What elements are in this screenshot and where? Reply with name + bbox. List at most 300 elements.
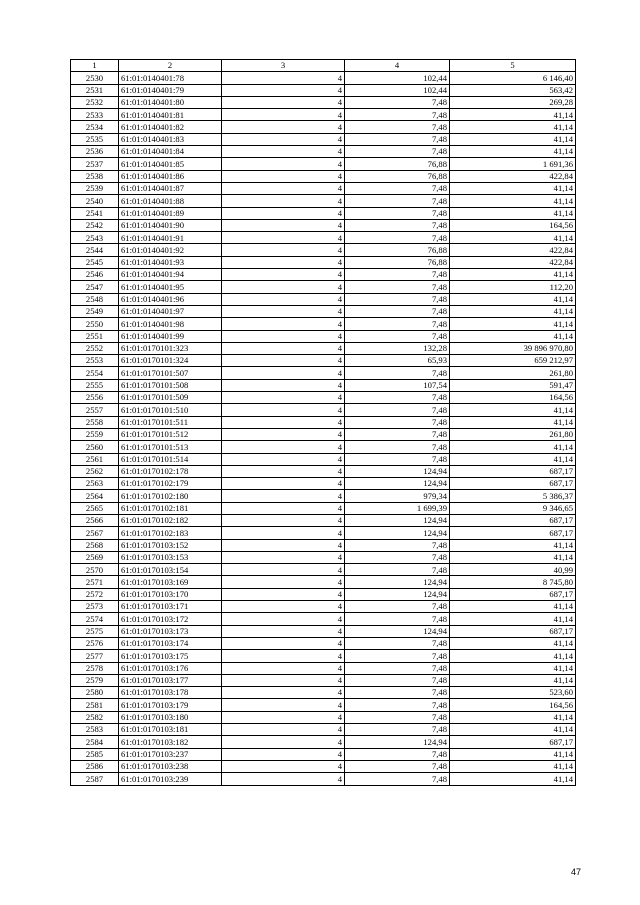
area-cell: 107,54: [345, 379, 450, 391]
category-cell: 4: [222, 293, 345, 305]
row-number-cell: 2582: [71, 711, 119, 723]
table-row: [71, 256, 576, 268]
area-cell: 7,48: [345, 564, 450, 576]
area-cell: 7,48: [345, 601, 450, 613]
row-number-cell: 2586: [71, 760, 119, 772]
area-cell: 7,48: [345, 182, 450, 194]
category-cell: 4: [222, 441, 345, 453]
area-cell: 7,48: [345, 687, 450, 699]
value-cell: 41,14: [450, 539, 576, 551]
value-cell: 41,14: [450, 269, 576, 281]
category-cell: 4: [222, 404, 345, 416]
row-number-cell: 2578: [71, 662, 119, 674]
area-cell: 102,44: [345, 84, 450, 96]
area-cell: 7,48: [345, 207, 450, 219]
row-number-cell: 2554: [71, 367, 119, 379]
row-number-cell: 2569: [71, 551, 119, 563]
row-number-cell: 2563: [71, 478, 119, 490]
row-number-cell: 2536: [71, 146, 119, 158]
row-number-cell: 2575: [71, 625, 119, 637]
area-cell: 124,94: [345, 514, 450, 526]
cadastral-number-cell: 61:01:0140401:95: [119, 281, 222, 293]
value-cell: 41,14: [450, 416, 576, 428]
cadastral-number-cell: 61:01:0170103:169: [119, 576, 222, 588]
category-cell: 4: [222, 195, 345, 207]
area-cell: 7,48: [345, 453, 450, 465]
value-cell: 41,14: [450, 650, 576, 662]
column-header-2: 2: [119, 60, 222, 72]
row-number-cell: 2556: [71, 392, 119, 404]
row-number-cell: 2533: [71, 109, 119, 121]
cadastral-number-cell: 61:01:0140401:91: [119, 232, 222, 244]
area-cell: 7,48: [345, 613, 450, 625]
table-row: [71, 195, 576, 207]
category-cell: 4: [222, 170, 345, 182]
row-number-cell: 2544: [71, 244, 119, 256]
area-cell: 7,48: [345, 146, 450, 158]
column-header-3: 3: [222, 60, 345, 72]
area-cell: 7,48: [345, 748, 450, 760]
category-cell: 4: [222, 379, 345, 391]
value-cell: 659 212,97: [450, 355, 576, 367]
table-row: [71, 281, 576, 293]
table-row: [71, 478, 576, 490]
value-cell: 687,17: [450, 625, 576, 637]
row-number-cell: 2572: [71, 588, 119, 600]
area-cell: 7,48: [345, 724, 450, 736]
value-cell: 41,14: [450, 404, 576, 416]
row-number-cell: 2538: [71, 170, 119, 182]
row-number-cell: 2560: [71, 441, 119, 453]
row-number-cell: 2583: [71, 724, 119, 736]
table-row: [71, 207, 576, 219]
cadastral-number-cell: 61:01:0170101:513: [119, 441, 222, 453]
area-cell: 7,48: [345, 121, 450, 133]
row-number-cell: 2530: [71, 72, 119, 84]
area-cell: 124,94: [345, 465, 450, 477]
data-table: [70, 59, 576, 786]
area-cell: 124,94: [345, 527, 450, 539]
cadastral-number-cell: 61:01:0170103:181: [119, 724, 222, 736]
table-row: [71, 441, 576, 453]
row-number-cell: 2566: [71, 514, 119, 526]
table-row: [71, 96, 576, 108]
category-cell: 4: [222, 428, 345, 440]
category-cell: 4: [222, 601, 345, 613]
value-cell: 41,14: [450, 453, 576, 465]
area-cell: 7,48: [345, 650, 450, 662]
table-row: [71, 699, 576, 711]
area-cell: 7,48: [345, 699, 450, 711]
value-cell: 41,14: [450, 613, 576, 625]
table-row: [71, 158, 576, 170]
category-cell: 4: [222, 465, 345, 477]
category-cell: 4: [222, 773, 345, 785]
category-cell: 4: [222, 269, 345, 281]
area-cell: 7,48: [345, 392, 450, 404]
category-cell: 4: [222, 625, 345, 637]
cadastral-number-cell: 61:01:0170102:183: [119, 527, 222, 539]
table-row: [71, 502, 576, 514]
table-row: [71, 109, 576, 121]
table-row: [71, 293, 576, 305]
row-number-cell: 2571: [71, 576, 119, 588]
value-cell: 422,84: [450, 170, 576, 182]
cadastral-number-cell: 61:01:0140401:99: [119, 330, 222, 342]
page-number: 47: [570, 867, 581, 877]
area-cell: 7,48: [345, 551, 450, 563]
table-row: [71, 637, 576, 649]
category-cell: 4: [222, 158, 345, 170]
cadastral-number-cell: 61:01:0170103:154: [119, 564, 222, 576]
row-number-cell: 2559: [71, 428, 119, 440]
value-cell: 40,99: [450, 564, 576, 576]
area-cell: 7,48: [345, 293, 450, 305]
value-cell: 422,84: [450, 244, 576, 256]
row-number-cell: 2543: [71, 232, 119, 244]
table-row: [71, 650, 576, 662]
table-row: [71, 490, 576, 502]
cadastral-number-cell: 61:01:0170101:324: [119, 355, 222, 367]
cadastral-number-cell: 61:01:0170101:508: [119, 379, 222, 391]
table-row: [71, 724, 576, 736]
value-cell: 41,14: [450, 601, 576, 613]
category-cell: 4: [222, 502, 345, 514]
area-cell: 7,48: [345, 711, 450, 723]
cadastral-number-cell: 61:01:0170101:514: [119, 453, 222, 465]
cadastral-number-cell: 61:01:0170103:153: [119, 551, 222, 563]
area-cell: 76,88: [345, 170, 450, 182]
table-row: [71, 674, 576, 686]
row-number-cell: 2545: [71, 256, 119, 268]
value-cell: 687,17: [450, 588, 576, 600]
table-row: [71, 428, 576, 440]
value-cell: 687,17: [450, 514, 576, 526]
table-row: [71, 760, 576, 772]
value-cell: 9 346,65: [450, 502, 576, 514]
area-cell: 7,48: [345, 219, 450, 231]
table-row: [71, 539, 576, 551]
value-cell: 41,14: [450, 232, 576, 244]
cadastral-number-cell: 61:01:0170103:239: [119, 773, 222, 785]
value-cell: 41,14: [450, 182, 576, 194]
value-cell: 41,14: [450, 133, 576, 145]
cadastral-number-cell: 61:01:0140401:97: [119, 305, 222, 317]
area-cell: 102,44: [345, 72, 450, 84]
value-cell: 164,56: [450, 392, 576, 404]
area-cell: 124,94: [345, 576, 450, 588]
value-cell: 41,14: [450, 760, 576, 772]
row-number-cell: 2550: [71, 318, 119, 330]
area-cell: 124,94: [345, 736, 450, 748]
category-cell: 4: [222, 330, 345, 342]
value-cell: 563,42: [450, 84, 576, 96]
column-header-5: 5: [450, 60, 576, 72]
area-cell: 7,48: [345, 539, 450, 551]
table-header-row: [71, 60, 576, 72]
value-cell: 41,14: [450, 305, 576, 317]
category-cell: 4: [222, 219, 345, 231]
table-row: [71, 613, 576, 625]
area-cell: 7,48: [345, 760, 450, 772]
category-cell: 4: [222, 72, 345, 84]
row-number-cell: 2573: [71, 601, 119, 613]
area-cell: 7,48: [345, 773, 450, 785]
category-cell: 4: [222, 416, 345, 428]
area-cell: 7,48: [345, 96, 450, 108]
category-cell: 4: [222, 662, 345, 674]
value-cell: 687,17: [450, 527, 576, 539]
cadastral-number-cell: 61:01:0170101:509: [119, 392, 222, 404]
category-cell: 4: [222, 527, 345, 539]
category-cell: 4: [222, 613, 345, 625]
row-number-cell: 2541: [71, 207, 119, 219]
cadastral-number-cell: 61:01:0170102:180: [119, 490, 222, 502]
cadastral-number-cell: 61:01:0170103:152: [119, 539, 222, 551]
category-cell: 4: [222, 576, 345, 588]
value-cell: 5 386,37: [450, 490, 576, 502]
cadastral-number-cell: 61:01:0170103:182: [119, 736, 222, 748]
value-cell: 422,84: [450, 256, 576, 268]
cadastral-number-cell: 61:01:0170102:179: [119, 478, 222, 490]
area-cell: 7,48: [345, 662, 450, 674]
table-row: [71, 748, 576, 760]
table-row: [71, 625, 576, 637]
table-row: [71, 232, 576, 244]
category-cell: 4: [222, 453, 345, 465]
cadastral-number-cell: 61:01:0170101:510: [119, 404, 222, 416]
cadastral-number-cell: 61:01:0140401:94: [119, 269, 222, 281]
cadastral-number-cell: 61:01:0140401:80: [119, 96, 222, 108]
category-cell: 4: [222, 539, 345, 551]
cadastral-number-cell: 61:01:0170101:512: [119, 428, 222, 440]
cadastral-number-cell: 61:01:0170103:180: [119, 711, 222, 723]
value-cell: 41,14: [450, 748, 576, 760]
value-cell: 41,14: [450, 551, 576, 563]
table-row: [71, 305, 576, 317]
cadastral-number-cell: 61:01:0140401:83: [119, 133, 222, 145]
area-cell: 76,88: [345, 256, 450, 268]
cadastral-number-cell: 61:01:0140401:89: [119, 207, 222, 219]
value-cell: 41,14: [450, 207, 576, 219]
category-cell: 4: [222, 207, 345, 219]
value-cell: 41,14: [450, 293, 576, 305]
table-row: [71, 453, 576, 465]
cadastral-number-cell: 61:01:0140401:87: [119, 182, 222, 194]
area-cell: 7,48: [345, 441, 450, 453]
value-cell: 269,28: [450, 96, 576, 108]
cadastral-number-cell: 61:01:0170102:182: [119, 514, 222, 526]
row-number-cell: 2585: [71, 748, 119, 760]
category-cell: 4: [222, 650, 345, 662]
value-cell: 41,14: [450, 121, 576, 133]
cadastral-number-cell: 61:01:0140401:90: [119, 219, 222, 231]
cadastral-number-cell: 61:01:0140401:96: [119, 293, 222, 305]
table-row: [71, 72, 576, 84]
category-cell: 4: [222, 564, 345, 576]
cadastral-number-cell: 61:01:0170103:179: [119, 699, 222, 711]
row-number-cell: 2535: [71, 133, 119, 145]
category-cell: 4: [222, 305, 345, 317]
table-row: [71, 711, 576, 723]
area-cell: 124,94: [345, 478, 450, 490]
area-cell: 7,48: [345, 109, 450, 121]
value-cell: 41,14: [450, 318, 576, 330]
table-row: [71, 244, 576, 256]
area-cell: 7,48: [345, 232, 450, 244]
table-row: [71, 170, 576, 182]
area-cell: 7,48: [345, 195, 450, 207]
row-number-cell: 2558: [71, 416, 119, 428]
table-row: [71, 576, 576, 588]
value-cell: 41,14: [450, 662, 576, 674]
cadastral-number-cell: 61:01:0170101:507: [119, 367, 222, 379]
category-cell: 4: [222, 146, 345, 158]
value-cell: 39 896 970,80: [450, 342, 576, 354]
table-body: [71, 72, 576, 785]
category-cell: 4: [222, 724, 345, 736]
cadastral-number-cell: 61:01:0170103:174: [119, 637, 222, 649]
value-cell: 8 745,80: [450, 576, 576, 588]
value-cell: 523,60: [450, 687, 576, 699]
cadastral-number-cell: 61:01:0140401:85: [119, 158, 222, 170]
row-number-cell: 2561: [71, 453, 119, 465]
value-cell: 261,80: [450, 367, 576, 379]
category-cell: 4: [222, 514, 345, 526]
row-number-cell: 2552: [71, 342, 119, 354]
cadastral-number-cell: 61:01:0170103:175: [119, 650, 222, 662]
cadastral-number-cell: 61:01:0140401:84: [119, 146, 222, 158]
category-cell: 4: [222, 355, 345, 367]
row-number-cell: 2548: [71, 293, 119, 305]
table-row: [71, 146, 576, 158]
category-cell: 4: [222, 748, 345, 760]
row-number-cell: 2539: [71, 182, 119, 194]
row-number-cell: 2532: [71, 96, 119, 108]
cadastral-number-cell: 61:01:0140401:86: [119, 170, 222, 182]
table-row: [71, 687, 576, 699]
value-cell: 687,17: [450, 736, 576, 748]
table-row: [71, 601, 576, 613]
cadastral-number-cell: 61:01:0140401:78: [119, 72, 222, 84]
value-cell: 1 691,36: [450, 158, 576, 170]
row-number-cell: 2540: [71, 195, 119, 207]
table-row: [71, 392, 576, 404]
area-cell: 979,34: [345, 490, 450, 502]
category-cell: 4: [222, 551, 345, 563]
table-row: [71, 355, 576, 367]
table-row: [71, 736, 576, 748]
table-row: [71, 219, 576, 231]
category-cell: 4: [222, 674, 345, 686]
cadastral-number-cell: 61:01:0140401:82: [119, 121, 222, 133]
category-cell: 4: [222, 637, 345, 649]
value-cell: 41,14: [450, 195, 576, 207]
cadastral-number-cell: 61:01:0170102:178: [119, 465, 222, 477]
area-cell: 7,48: [345, 404, 450, 416]
category-cell: 4: [222, 736, 345, 748]
table-row: [71, 367, 576, 379]
cadastral-number-cell: 61:01:0170103:238: [119, 760, 222, 772]
row-number-cell: 2568: [71, 539, 119, 551]
row-number-cell: 2553: [71, 355, 119, 367]
category-cell: 4: [222, 478, 345, 490]
table-row: [71, 330, 576, 342]
value-cell: 41,14: [450, 109, 576, 121]
area-cell: 132,28: [345, 342, 450, 354]
table-row: [71, 133, 576, 145]
category-cell: 4: [222, 182, 345, 194]
area-cell: 7,48: [345, 305, 450, 317]
category-cell: 4: [222, 342, 345, 354]
area-cell: 76,88: [345, 244, 450, 256]
category-cell: 4: [222, 232, 345, 244]
area-cell: 1 699,39: [345, 502, 450, 514]
cadastral-number-cell: 61:01:0170103:176: [119, 662, 222, 674]
cadastral-number-cell: 61:01:0140401:88: [119, 195, 222, 207]
value-cell: 41,14: [450, 441, 576, 453]
category-cell: 4: [222, 318, 345, 330]
area-cell: 7,48: [345, 367, 450, 379]
table-row: [71, 527, 576, 539]
cadastral-number-cell: 61:01:0140401:93: [119, 256, 222, 268]
row-number-cell: 2564: [71, 490, 119, 502]
cadastral-number-cell: 61:01:0170101:511: [119, 416, 222, 428]
value-cell: 687,17: [450, 478, 576, 490]
cadastral-number-cell: 61:01:0140401:81: [119, 109, 222, 121]
category-cell: 4: [222, 392, 345, 404]
row-number-cell: 2531: [71, 84, 119, 96]
row-number-cell: 2587: [71, 773, 119, 785]
value-cell: 41,14: [450, 674, 576, 686]
cadastral-number-cell: 61:01:0170103:171: [119, 601, 222, 613]
row-number-cell: 2574: [71, 613, 119, 625]
table-row: [71, 342, 576, 354]
table-row: [71, 551, 576, 563]
category-cell: 4: [222, 109, 345, 121]
table-row: [71, 379, 576, 391]
table-row: [71, 318, 576, 330]
value-cell: 41,14: [450, 711, 576, 723]
table-row: [71, 514, 576, 526]
area-cell: 7,48: [345, 674, 450, 686]
row-number-cell: 2581: [71, 699, 119, 711]
row-number-cell: 2580: [71, 687, 119, 699]
area-cell: 124,94: [345, 625, 450, 637]
column-header-4: 4: [345, 60, 450, 72]
cadastral-number-cell: 61:01:0170103:237: [119, 748, 222, 760]
table-row: [71, 182, 576, 194]
cadastral-number-cell: 61:01:0170103:170: [119, 588, 222, 600]
column-header-1: 1: [71, 60, 119, 72]
category-cell: 4: [222, 490, 345, 502]
table-row: [71, 773, 576, 785]
row-number-cell: 2547: [71, 281, 119, 293]
area-cell: 7,48: [345, 637, 450, 649]
category-cell: 4: [222, 760, 345, 772]
table-row: [71, 84, 576, 96]
row-number-cell: 2562: [71, 465, 119, 477]
cadastral-number-cell: 61:01:0170101:323: [119, 342, 222, 354]
value-cell: 41,14: [450, 724, 576, 736]
value-cell: 261,80: [450, 428, 576, 440]
value-cell: 591,47: [450, 379, 576, 391]
area-cell: 65,93: [345, 355, 450, 367]
category-cell: 4: [222, 699, 345, 711]
area-cell: 7,48: [345, 133, 450, 145]
category-cell: 4: [222, 367, 345, 379]
category-cell: 4: [222, 687, 345, 699]
